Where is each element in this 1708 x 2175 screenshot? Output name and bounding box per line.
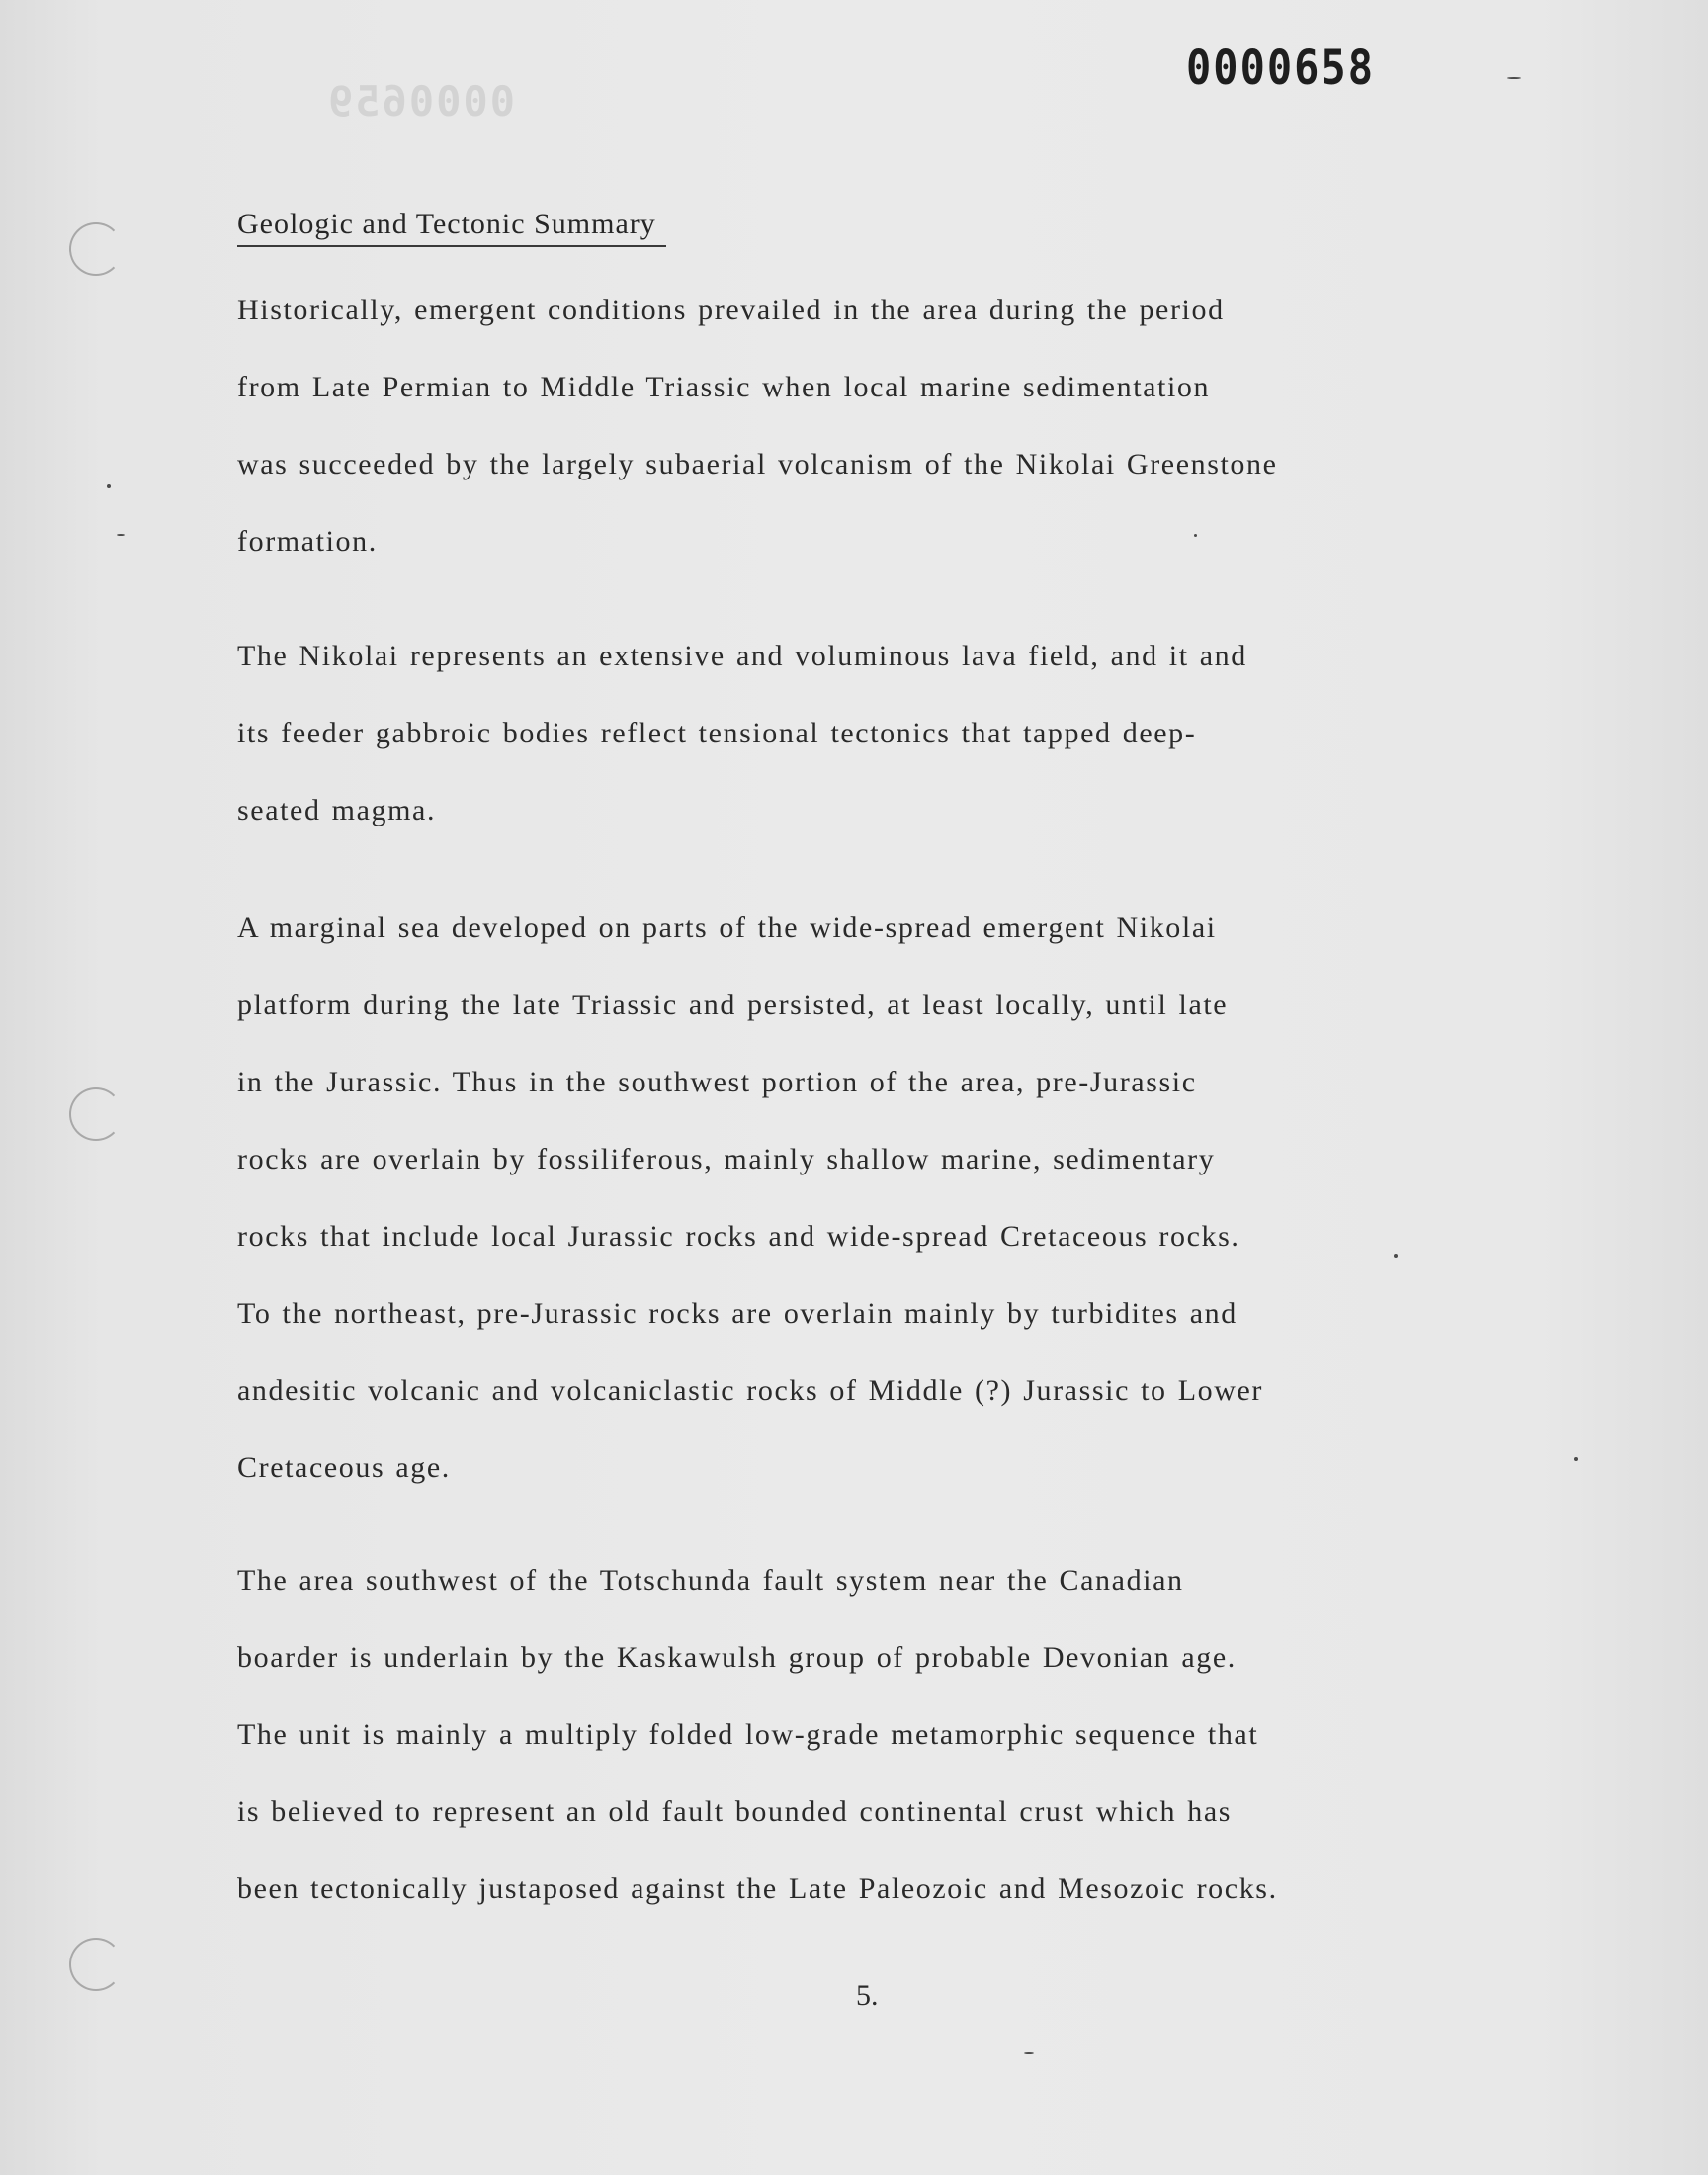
bleed-through-stamp: 0000659 (326, 77, 516, 126)
text-line: A marginal sea developed on parts of the wide-spread emergent Nikolai (237, 912, 1217, 944)
punch-hole-mark (69, 222, 123, 276)
text-line: To the northeast, pre-Jurassic rocks are overlain mainly by turbidites and (237, 1297, 1238, 1330)
text-line: was succeeded by the largely subaerial volcanism of the Nikolai Greenstone (237, 448, 1278, 480)
text-line: rocks that include local Jurassic rocks and wide-spread Cretaceous rocks. (237, 1220, 1240, 1253)
scan-speck (1024, 2052, 1034, 2054)
text-line: from Late Permian to Middle Triassic when local marine sedimentation (237, 371, 1211, 403)
scan-speck (1574, 1457, 1578, 1461)
scan-speck (1507, 77, 1521, 79)
text-line: platform during the late Triassic and persisted, at least locally, until late (237, 989, 1229, 1021)
punch-hole-mark (69, 1938, 123, 1991)
text-line: been tectonically justaposed against the Late Paleozoic and Mesozoic rocks. (237, 1872, 1278, 1905)
text-line: formation. (237, 525, 378, 558)
text-line: The Nikolai represents an extensive and voluminous lava field, and it and (237, 640, 1247, 672)
text-line: The unit is mainly a multiply folded low-grade metamorphic sequence that (237, 1718, 1259, 1751)
text-line: in the Jurassic. Thus in the southwest portion of the area, pre-Jurassic (237, 1066, 1197, 1098)
text-line: its feeder gabbroic bodies reflect tensional tectonics that tapped deep- (237, 717, 1197, 749)
section-title: Geologic and Tectonic Summary (237, 208, 666, 247)
document-stamp-number: 0000658 (1186, 40, 1376, 96)
scan-speck (107, 484, 111, 488)
text-line: andesitic volcanic and volcaniclastic rocks of Middle (?) Jurassic to Lower (237, 1374, 1264, 1407)
body-paragraph (237, 618, 1542, 849)
text-line: is believed to represent an old fault bounded continental crust which has (237, 1795, 1233, 1828)
text-line: Historically, emergent conditions prevailed in the area during the period (237, 294, 1225, 326)
body-paragraph (237, 1542, 1542, 1928)
text-line: Cretaceous age. (237, 1451, 451, 1484)
body-paragraph (237, 890, 1542, 1507)
text-line: boarder is underlain by the Kaskawulsh group of probable Devonian age. (237, 1641, 1237, 1674)
text-line: seated magma. (237, 794, 437, 826)
text-line: The area southwest of the Totschunda fault system near the Canadian (237, 1564, 1184, 1597)
punch-hole-mark (69, 1088, 123, 1141)
body-paragraph (237, 272, 1542, 580)
scan-speck (117, 534, 125, 536)
page-number: 5. (856, 1979, 879, 2012)
text-line: rocks are overlain by fossiliferous, mainly shallow marine, sedimentary (237, 1143, 1216, 1175)
